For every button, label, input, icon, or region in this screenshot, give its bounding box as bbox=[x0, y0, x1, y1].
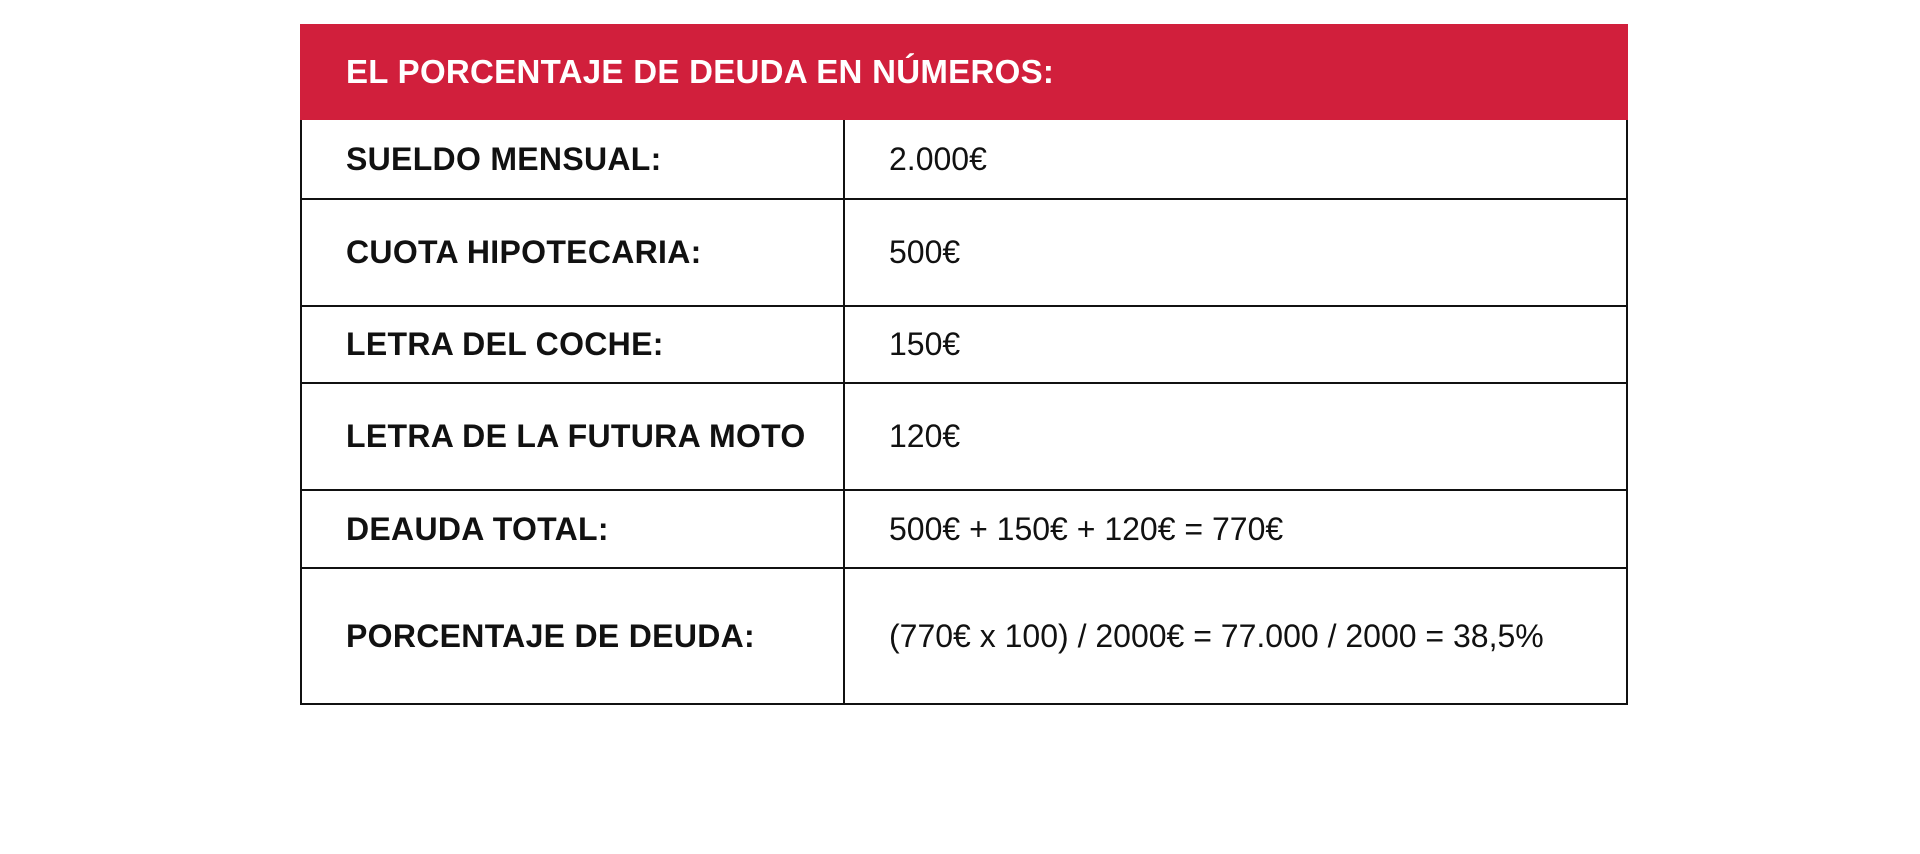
row-label-monthly-salary: SUELDO MENSUAL: bbox=[302, 120, 845, 198]
table-row bbox=[302, 382, 1626, 489]
table-row bbox=[302, 489, 1626, 567]
table-row bbox=[302, 198, 1626, 305]
row-label-car-payment: LETRA DEL COCHE: bbox=[302, 307, 845, 382]
row-label-mortgage-payment: CUOTA HIPOTECARIA: bbox=[302, 200, 845, 305]
table-row bbox=[302, 567, 1626, 703]
debt-table bbox=[300, 24, 1628, 705]
table-body bbox=[300, 120, 1628, 705]
row-value-motorbike-payment: 120€ bbox=[889, 418, 961, 454]
row-label-motorbike-payment: LETRA DE LA FUTURA MOTO bbox=[302, 384, 845, 489]
row-value-mortgage-payment: 500€ bbox=[889, 234, 961, 270]
row-value-debt-percentage: (770€ x 100) / 2000€ = 77.000 / 2000 = 38,5% bbox=[889, 617, 1544, 654]
table-row bbox=[302, 305, 1626, 382]
table-header bbox=[300, 24, 1628, 120]
row-value-total-debt: 500€ + 150€ + 120€ = 770€ bbox=[889, 510, 1284, 547]
row-label-total-debt: DEAUDA TOTAL: bbox=[302, 491, 845, 567]
row-value-car-payment: 150€ bbox=[889, 326, 961, 362]
row-label-debt-percentage: PORCENTAJE DE DEUDA: bbox=[302, 569, 845, 703]
table-row bbox=[302, 120, 1626, 198]
row-value-monthly-salary: 2.000€ bbox=[889, 140, 987, 177]
table-title: EL PORCENTAJE DE DEUDA EN NÚMEROS: bbox=[346, 53, 1055, 90]
